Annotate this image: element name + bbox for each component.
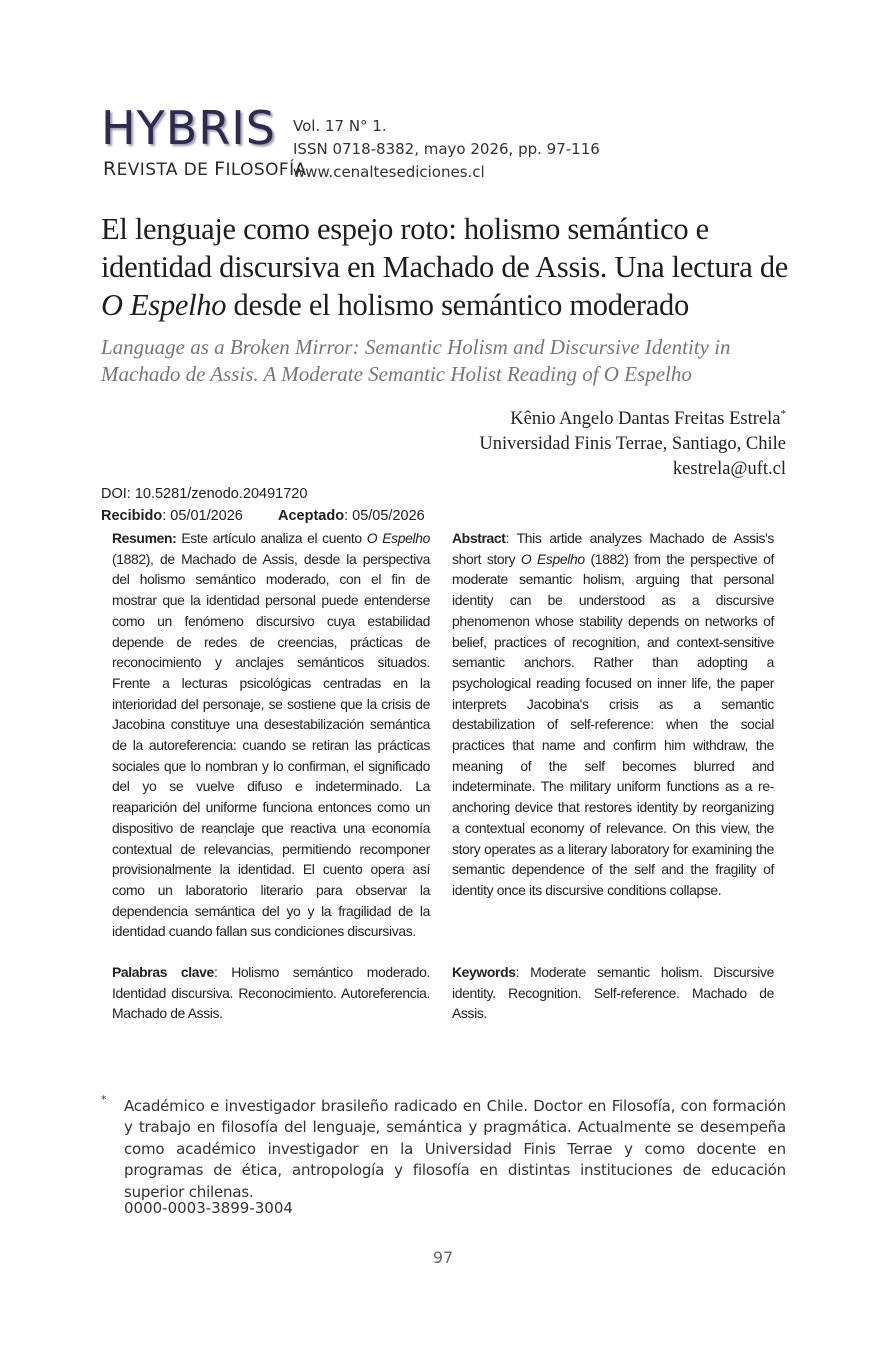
abstract: Abstract: This artide analyzes Machado de Assis's short story O Espelho (1882) from the perspective of moderate semantic holism, arguing that personal identity can be understood as a discursive phenomenon whose stability depends on networks of belief, practices of recognition, and context-sensitive semantic anchors. Rather than adopting a psychological reading focused on inner life, the paper interprets Jacobina's crisis as a semantic destabilization of self-reference: when the social practices that name and confirm him withdraw, the meaning of the self becomes blurred and indeterminate. The military uniform functions as a re-anchoring device that restores identity by reorganizing a contextual economy of relevance. On this view, the story operates as a literary laboratory for examining the semantic dependence of the self and the fragility of identity once its discursive conditions collapse.	[452, 530, 774, 898]
orcid[interactable]: 0000-0003-3899-3004	[124, 1199, 293, 1217]
article-title-english: Language as a Broken Mirror: Semantic Holism and Discursive Identity in Machado de Assis. A Moderate Semantic Holist Reading of O Espelho	[101, 335, 731, 386]
website-link[interactable]: www.cenaltesediciones.cl	[293, 163, 485, 181]
author-block	[479, 402, 786, 482]
dates	[101, 508, 431, 524]
issn: ISSN 0718-8382, mayo 2026, pp. 97-116	[293, 140, 600, 158]
journal-name: REVISTA DE FILOSOFÍA	[103, 158, 307, 180]
article-title: El lenguaje como espejo roto: holismo semántico e identidad discursiva en Machado de Assis. Una lectura de O Espelho desde el holismo semántico moderado	[101, 212, 789, 322]
keywords-es: Palabras clave: Holismo semántico moderado. Identidad discursiva. Reconocimiento. Autoreferencia. Machado de Assis.	[112, 964, 430, 1022]
volume: Vol. 17 N° 1.	[293, 117, 387, 135]
accepted-date: Aceptado: 05/05/2026	[278, 508, 425, 524]
page-number: 97	[432, 1248, 454, 1267]
footnote-text: Académico e investigador brasileño radicado en Chile. Doctor en Filosofía, con formación y trabajo en filosofía del lenguaje, semántica y pragmática. Actualmente se desempeña como académico investigador en la Universidad Finis Terrae y como docente en programas de ética, antropología y filosofía en distintas instituciones de educación superior chilenas.	[124, 1097, 786, 1201]
author-name: Kênio Angelo Dantas Freitas Estrela*	[510, 408, 786, 430]
resumen: Resumen: Este artículo analiza el cuento O Espelho (1882), de Machado de Assis, desde la perspectiva del holismo semántico moderado, con el fin de mostrar que la identidad personal puede entenderse como un fenómeno discursivo cuya estabilidad depende de redes de creencias, prácticas de reconocimiento y anclajes semánticos situados. Frente a lecturas psicológicas centradas en la interioridad del personaje, se sostiene que la crisis de Jacobina constituye una desestabilización semántica de la autoreferencia: cuando se retiran las prácticas sociales que lo nombran y lo confirman, el significado del yo se vuelve difuso e indeterminado. La reaparición del uniforme funciona entonces como un dispositivo de reanclaje que reactiva una economía contextual de relevancias, permitiendo recomponer provisionalmente la identidad. El cuento opera así como un laboratorio literario para observar la dependencia semántica del yo y la fragilidad de la identidad cuando fallan sus condiciones discursivas.	[112, 530, 430, 940]
doi-link[interactable]: 10.5281/zenodo.20491720	[130, 486, 308, 502]
journal-logo: HYBRIS	[101, 101, 276, 155]
received-date: Recibido: 05/01/2026	[101, 508, 243, 524]
footnote-mark: *	[101, 1093, 107, 1106]
issue-info	[293, 115, 600, 184]
doi: DOI: 10.5281/zenodo.20491720	[101, 486, 308, 502]
keywords-en: Keywords: Moderate semantic holism. Discursive identity. Recognition. Self-reference. Machado de Assis.	[452, 964, 774, 1022]
author-affiliation: Universidad Finis Terrae, Santiago, Chile	[479, 434, 786, 455]
author-email[interactable]: kestrela@uft.cl	[672, 459, 786, 480]
author-footnote-mark[interactable]: *	[780, 408, 786, 420]
